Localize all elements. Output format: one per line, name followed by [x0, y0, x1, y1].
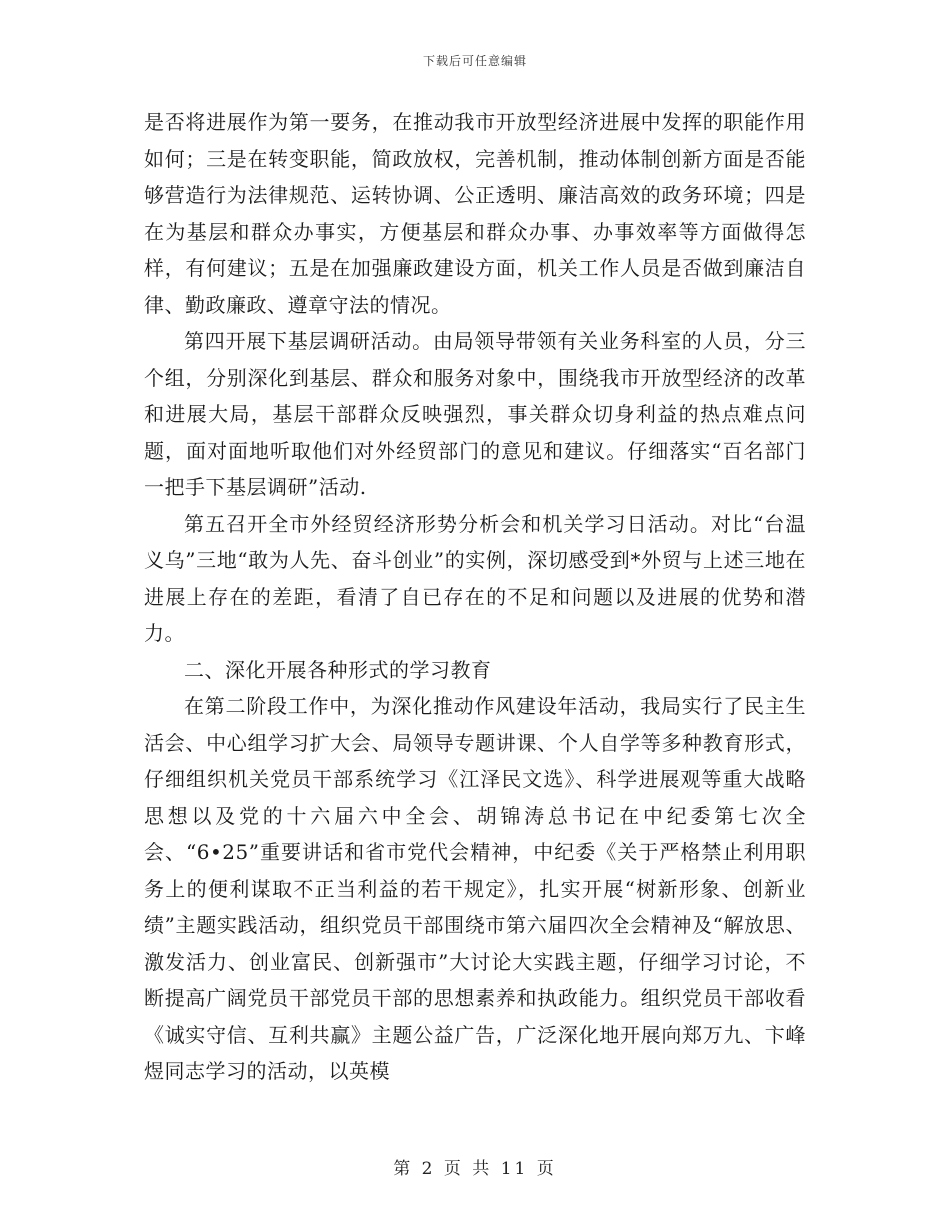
page-header-note: 下载后可任意编辑 [422, 54, 527, 68]
paragraph-3: 第五召开全市外经贸经济形势分析会和机关学习日活动。对比“台温义乌”三地“敢为人先、奋斗创业”的实例，深切感受到*外贸与上述三地在进展上存在的差距，看清了自已存在的不足和问题以及进展的优势和潜力。 [144, 511, 806, 645]
paragraph-1: 是否将进展作为第一要务，在推动我市开放型经济进展中发挥的职能作用如何；三是在转变职能，简政放权，完善机制，推动体制创新方面是否能够营造行为法律规范、运转协调、公正透明、廉洁高效的政务环境；四是在为基层和群众办事实，方便基层和群众办事、办事效率等方面做得怎样，有何建议；五是在加强廉政建设方面，机关工作人员是否做到廉洁自律、勤政廉政、遵章守法的情况。 [144, 110, 806, 317]
paragraph-4: 在第二阶段工作中，为深化推动作风建设年活动，我局实行了民主生活会、中心组学习扩大会、局领导专题讲课、个人自学等多种教育形式，仔细组织机关党员干部系统学习《江泽民文选》、科学进展观等重大战略思想以及党的十六届六中全会、胡锦涛总书记在中纪委第七次全会、“6•25”重要讲话和省市党代会精神，中纪委《关于严格禁止利用职务上的便利谋取不正当利益的若干规定》，扎实开展“树新形象、创新业绩”主题实践活动，组织党员干部围绕市第六届四次全会精神及“解放思、激发活力、创业富民、创新强市”大讨论大实践主题，仔细学习讨论，不断提高广阔党员干部党员干部的思想素养和执政能力。组织党员干部收看《诚实守信、互利共赢》主题公益广告，广泛深化地开展向郑万九、卞峰煜同志学习的活动，以英模 [144, 694, 806, 1083]
paragraph-2: 第四开展下基层调研活动。由局领导带领有关业务科室的人员，分三个组，分别深化到基层、群众和服务对象中，围绕我市开放型经济的改革和进展大局，基层干部群众反映强烈，事关群众切身利益的热点难点问题，面对面地听取他们对外经贸部门的意见和建议。仔细落实“百名部门一把手下基层调研”活动. [144, 329, 806, 499]
page-number-footer: 第 2 页 共 11 页 [393, 1159, 557, 1179]
document-body [144, 104, 806, 1090]
section-heading: 二、深化开展各种形式的学习教育 [184, 657, 492, 682]
